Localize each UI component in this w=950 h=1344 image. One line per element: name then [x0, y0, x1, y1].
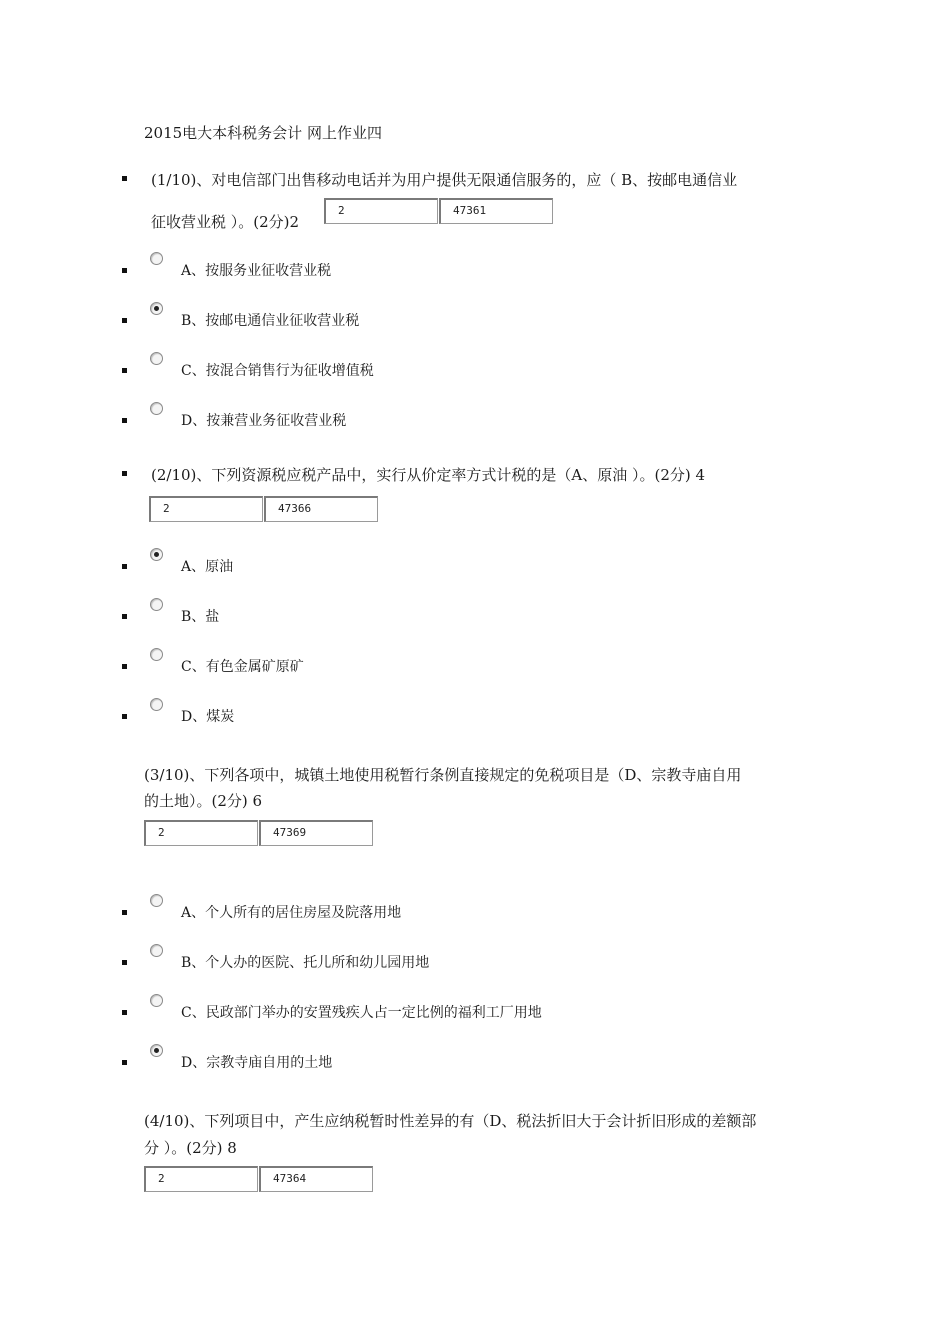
question-1-score-field[interactable]: 2	[324, 198, 438, 224]
q2-option-a-label: A、原油	[181, 559, 234, 575]
q2-option-b-label: B、盐	[181, 609, 220, 625]
q3-option-a-radio[interactable]	[150, 894, 163, 907]
question-4-score-field[interactable]: 2	[144, 1166, 258, 1192]
q1-option-b-label: B、按邮电通信业征收营业税	[181, 313, 360, 329]
question-4-text: (4/10)、下列项目中，产生应纳税暂时性差异的有（D、税法折旧大于会计折旧形成的差额部	[144, 1112, 757, 1130]
bullet	[122, 1060, 127, 1065]
q2-option-c-label: C、有色金属矿原矿	[181, 659, 304, 675]
q3-option-d-radio[interactable]	[150, 1044, 163, 1057]
bullet	[122, 1010, 127, 1015]
q3-option-c-radio[interactable]	[150, 994, 163, 1007]
bullet	[122, 318, 127, 323]
bullet	[122, 910, 127, 915]
bullet	[122, 714, 127, 719]
question-3-text-cont: 的土地）。(2分) 6	[144, 792, 263, 810]
bullet	[122, 268, 127, 273]
q1-option-a-label: A、按服务业征收营业税	[181, 263, 332, 279]
question-2-score-field[interactable]: 2	[149, 496, 263, 522]
q3-option-d-label: D、宗教寺庙自用的土地	[181, 1055, 333, 1071]
q1-option-d-label: D、按兼营业务征收营业税	[181, 413, 347, 429]
q1-option-b-radio[interactable]	[150, 302, 163, 315]
q3-option-a-label: A、个人所有的居住房屋及院落用地	[181, 905, 402, 921]
q2-option-a-radio[interactable]	[150, 548, 163, 561]
question-2-id-field[interactable]: 47366	[264, 496, 378, 522]
bullet	[122, 564, 127, 569]
bullet	[122, 471, 127, 476]
bullet	[122, 664, 127, 669]
q1-option-c-label: C、按混合销售行为征收增值税	[181, 363, 374, 379]
q3-option-c-label: C、民政部门举办的安置残疾人占一定比例的福利工厂用地	[181, 1005, 542, 1021]
q2-option-d-label: D、煤炭	[181, 709, 235, 725]
bullet	[122, 960, 127, 965]
q3-option-b-label: B、个人办的医院、托儿所和幼儿园用地	[181, 955, 430, 971]
question-3-score-field[interactable]: 2	[144, 820, 258, 846]
question-3-text: (3/10)、下列各项中，城镇土地使用税暂行条例直接规定的免税项目是（D、宗教寺庙自用	[144, 766, 742, 784]
q1-option-c-radio[interactable]	[150, 352, 163, 365]
q2-option-c-radio[interactable]	[150, 648, 163, 661]
question-1-text: (1/10)、对电信部门出售移动电话并为用户提供无限通信服务的，应（ B、按邮电通信业	[151, 171, 738, 189]
bullet	[122, 368, 127, 373]
question-3-id-field[interactable]: 47369	[259, 820, 373, 846]
q2-option-d-radio[interactable]	[150, 698, 163, 711]
q1-option-a-radio[interactable]	[150, 252, 163, 265]
bullet	[122, 614, 127, 619]
question-2-text: (2/10)、下列资源税应税产品中，实行从价定率方式计税的是（A、原油 ）。(2分) 4	[151, 466, 706, 484]
bullet	[122, 418, 127, 423]
q2-option-b-radio[interactable]	[150, 598, 163, 611]
question-4-id-field[interactable]: 47364	[259, 1166, 373, 1192]
bullet	[122, 176, 127, 181]
q1-option-d-radio[interactable]	[150, 402, 163, 415]
question-1-id-field[interactable]: 47361	[439, 198, 553, 224]
question-1-text-cont: 征收营业税 ）。(2分)2	[151, 213, 300, 231]
question-4-text-cont: 分 ）。(2分) 8	[144, 1139, 237, 1157]
page-title: 2015电大本科税务会计 网上作业四	[144, 124, 382, 142]
q3-option-b-radio[interactable]	[150, 944, 163, 957]
